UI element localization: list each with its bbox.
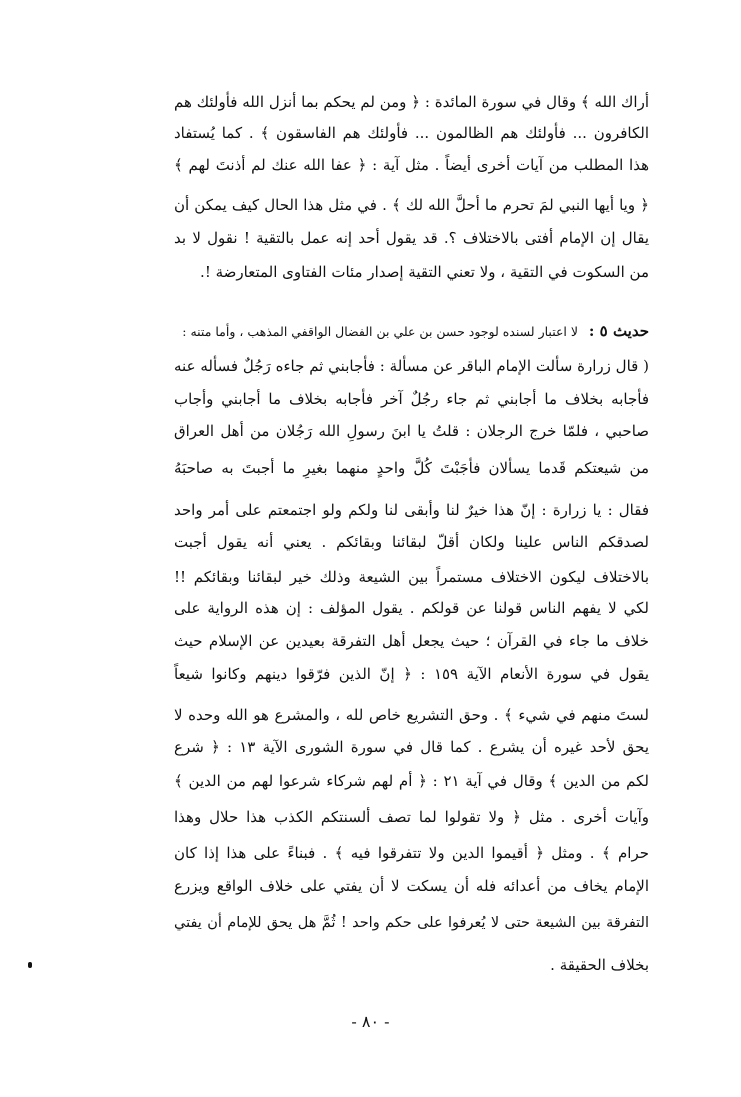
text-line: من السكوت في التقية ، ولا تعني التقية إصدار مئات الفتاوى المتعارضة !. [200,263,649,281]
text-line: ( قال زرارة سألت الإمام الباقر عن مسألة : فأجابني ثم جاءه رَجُلٌ فسأله عنه [174,357,649,375]
margin-mark [28,962,32,968]
text-line: يقال إن الإمام أفتى بالاختلاف ؟. قد يقول أحد إنه عمل بالتقية ! نقول لا بد [174,229,649,247]
text-line: حرام ﴾ . ومثل ﴿ أقيموا الدين ولا تتفرقوا فيه ﴾ . فبناءً على هذا إذا كان [174,844,649,862]
text-line: بالاختلاف ليكون الاختلاف مستمراً بين الشيعة وذلك خير لبقائنا وبقائكم !! [174,568,649,586]
text-line: هذا المطلب من آيات أخرى أيضاً . مثل آية : ﴿ عفا الله عنك لم أذنتَ لهم ﴾ [174,156,649,174]
text-line: لا اعتبار لسنده لوجود حسن بن علي بن الفضال الواقفي المذهب ، وأما متنه : [182,324,578,339]
text-line: فقال : يا زرارة : إنّ هذا خيرٌ لنا وأبقى لنا ولكم ولو اجتمعتم على أمر واحد [174,501,649,519]
text-line: من شيعتكم قَدما يسألان فأجَبْتَ كُلَّ واحدٍ منهما بغيرِ ما أجبتَ به صاحبَهُ [174,459,649,477]
text-line: لكم من الدين ﴾ وقال في آية ٢١ : ﴿ أم لهم شركاء شرعوا لهم من الدين ﴾ [174,772,649,790]
text-line: الإمام يخاف من أعدائه فله أن يسكت لا أن يفتي على خلاف الواقع ويزرع [174,877,649,895]
text-line: لستَ منهم في شيء ﴾ . وحق التشريع خاص لله ، والمشرع هو الله وحده لا [174,706,649,724]
text-line: لصدقكم الناس علينا ولكان أقلّ لبقائنا وبقائكم . يعني أنه يقول أجبت [174,533,649,551]
text-line: صاحبي ، فلمّا خرج الرجلان : قلتُ يا ابنَ رسولِ الله رَجُلان من أهل العراق [174,422,649,440]
text-line: الكافرون ... فأولئك هم الظالمون ... فأولئك هم الفاسقون ﴾ . كما يُستفاد [174,124,649,142]
text-line: بخلاف الحقيقة . [550,956,649,974]
text-line: ﴿ ويا أيها النبي لمَ تحرم ما أحلَّ الله لك ﴾ . في مثل هذا الحال كيف يمكن أن [174,196,649,214]
hadith-label: حديث ٥ : [588,322,649,340]
text-line: يقول في سورة الأنعام الآية ١٥٩ : ﴿ إنّ الذين فرّقوا دينهم وكانوا شيعاً [174,665,650,683]
page-number: - ٨٠ - [351,1012,390,1031]
text-line: يحق لأحد غيره أن يشرع . كما قال في سورة الشورى الآية ١٣ : ﴿ شرع [174,738,649,756]
text-line: أراك الله ﴾ وقال في سورة المائدة : ﴿ ومن لم يحكم بما أنزل الله فأولئك هم [174,93,649,111]
text-line: فأجابه بخلاف ما أجابني ثم جاء رجُلٌ آخر فأجابه بخلاف ما أجابني وأجاب [174,390,649,408]
text-line: التفرقة بين الشيعة حتى لا يُعرفوا على حكم واحد ! ثُمَّ هل يحق للإمام أن يفتي [174,915,649,931]
text-line: خلاف ما جاء في القرآن ؛ حيث يجعل أهل التفرقة بعيدين عن الإسلام حيث [174,632,649,650]
text-line: وآيات أخرى . مثل ﴿ ولا تقولوا لما تصف ألسنتكم الكذب هذا حلال وهذا [174,808,649,826]
text-line: لكي لا يفهم الناس قولنا عن قولكم . يقول المؤلف : إن هذه الرواية على [174,599,649,617]
